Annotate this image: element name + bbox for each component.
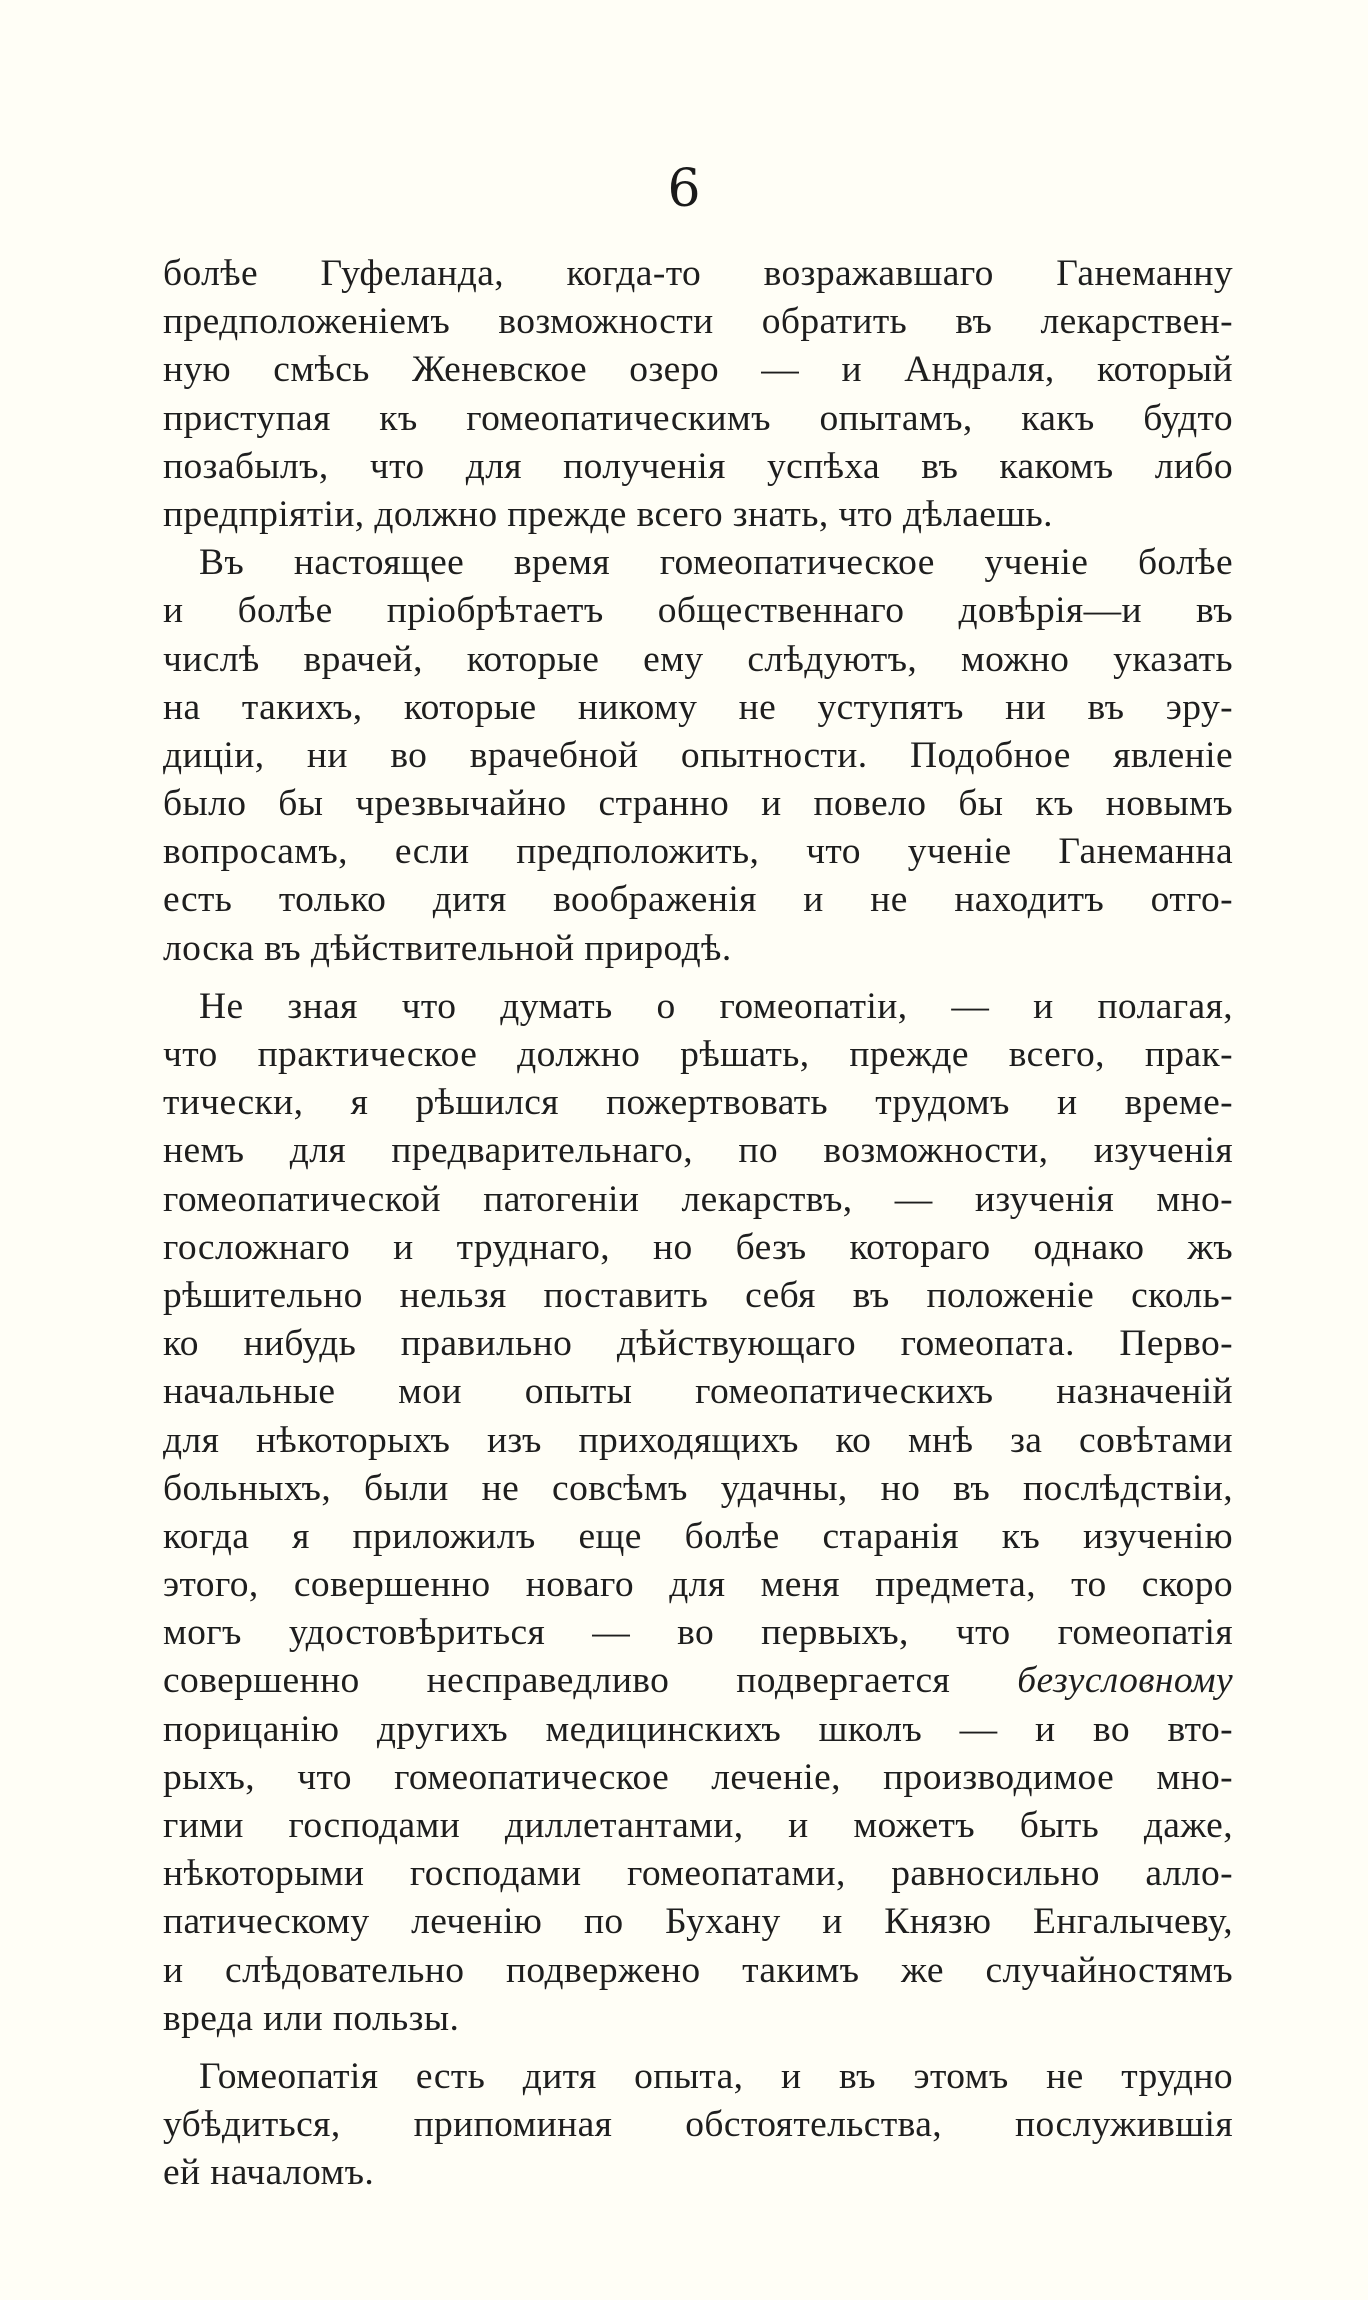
- text-line: начальные мои опыты гомеопатическихъ назначеній: [163, 1371, 1233, 1413]
- body-text: [163, 250, 1233, 2198]
- text-line: ко нибудь правильно дѣйствующаго гомеопата. Перво-: [163, 1323, 1233, 1365]
- text-line: больныхъ, были не совсѣмъ удачны, но въ послѣдствіи,: [163, 1467, 1233, 1509]
- text-line: убѣдиться, припоминая обстоятельства, послужившія: [163, 2104, 1233, 2146]
- text-line: приступая къ гомеопатическимъ опытамъ, какъ будто: [163, 397, 1233, 439]
- text-line: порицанію другихъ медицинскихъ школъ — и во вто-: [163, 1708, 1233, 1750]
- text-line: для нѣкоторыхъ изъ приходящихъ ко мнѣ за совѣтами: [163, 1419, 1233, 1461]
- text-line: на такихъ, которые никому не уступятъ ни въ эру-: [163, 686, 1233, 728]
- text-line: болѣе Гуфеланда, когда-то возражавшаго Ганеманну: [163, 253, 1233, 294]
- text-line: патическому леченію по Бухану и Князю Енгалычеву,: [163, 1901, 1233, 1943]
- text-line: предположеніемъ возможности обратить въ лекарствен-: [163, 301, 1233, 343]
- text-line: и слѣдовательно подвержено такимъ же случайностямъ: [163, 1949, 1233, 1991]
- text-line: когда я приложилъ еще болѣе старанія къ изученію: [163, 1515, 1233, 1557]
- text-line: Гомеопатія есть дитя опыта, и въ этомъ не трудно: [199, 2055, 1233, 2097]
- emphasized-word: безусловному: [1017, 1660, 1233, 1702]
- text-line: госложнаго и труднаго, но безъ котораго однако жъ: [163, 1226, 1233, 1268]
- text-line: Въ настоящее время гомеопатическое ученіе болѣе: [199, 542, 1233, 584]
- text-line-with-emphasis: [163, 1657, 1233, 1705]
- text-line: числѣ врачей, которые ему слѣдуютъ, можно указать: [163, 638, 1233, 680]
- text-line: лоска въ дѣйствительной природѣ.: [163, 927, 732, 969]
- page-number: 6: [667, 159, 701, 219]
- text-line: нѣкоторыми господами гомеопатами, равносильно алло-: [163, 1853, 1233, 1895]
- text-line: предпріятіи, должно прежде всего знать, что дѣлаешь.: [163, 493, 1053, 535]
- text-run: совершенно несправедливо подвергается: [163, 1660, 1018, 1702]
- text-line: вреда или пользы.: [163, 1997, 460, 2039]
- text-line: было бы чрезвычайно странно и повело бы къ новымъ: [163, 783, 1233, 825]
- text-line: гомеопатической патогеніи лекарствъ, — изученія мно-: [163, 1178, 1233, 1220]
- text-line: вопросамъ, если предположить, что ученіе Ганеманна: [163, 831, 1233, 873]
- text-line: немъ для предварительнаго, по возможности, изученія: [163, 1130, 1233, 1172]
- text-line: рыхъ, что гомеопатическое леченіе, производимое мно-: [163, 1756, 1233, 1798]
- text-line: ную смѣсь Женевское озеро — и Андраля, который: [163, 349, 1233, 391]
- text-line: что практическое должно рѣшать, прежде всего, прак-: [163, 1034, 1233, 1075]
- text-line: диціи, ни во врачебной опытности. Подобное явленіе: [163, 734, 1233, 776]
- text-line: гими господами диллетантами, и можетъ быть даже,: [163, 1805, 1233, 1846]
- text-line: есть только дитя воображенія и не находитъ отго-: [163, 879, 1233, 921]
- text-line: тически, я рѣшился пожертвовать трудомъ и време-: [163, 1082, 1233, 1124]
- text-line: могъ удостовѣриться — во первыхъ, что гомеопатія: [163, 1612, 1233, 1654]
- text-line: ей началомъ.: [163, 2152, 375, 2194]
- text-line: этого, совершенно новаго для меня предмета, то скоро: [163, 1564, 1233, 1606]
- text-line: и болѣе пріобрѣтаетъ общественнаго довѣрія—и въ: [163, 590, 1233, 632]
- text-line: Не зная что думать о гомеопатіи, — и полагая,: [199, 985, 1233, 1027]
- text-line: позабылъ, что для полученія успѣха въ какомъ либо: [163, 445, 1233, 487]
- text-line: рѣшительно нельзя поставить себя въ положеніе сколь-: [163, 1274, 1233, 1316]
